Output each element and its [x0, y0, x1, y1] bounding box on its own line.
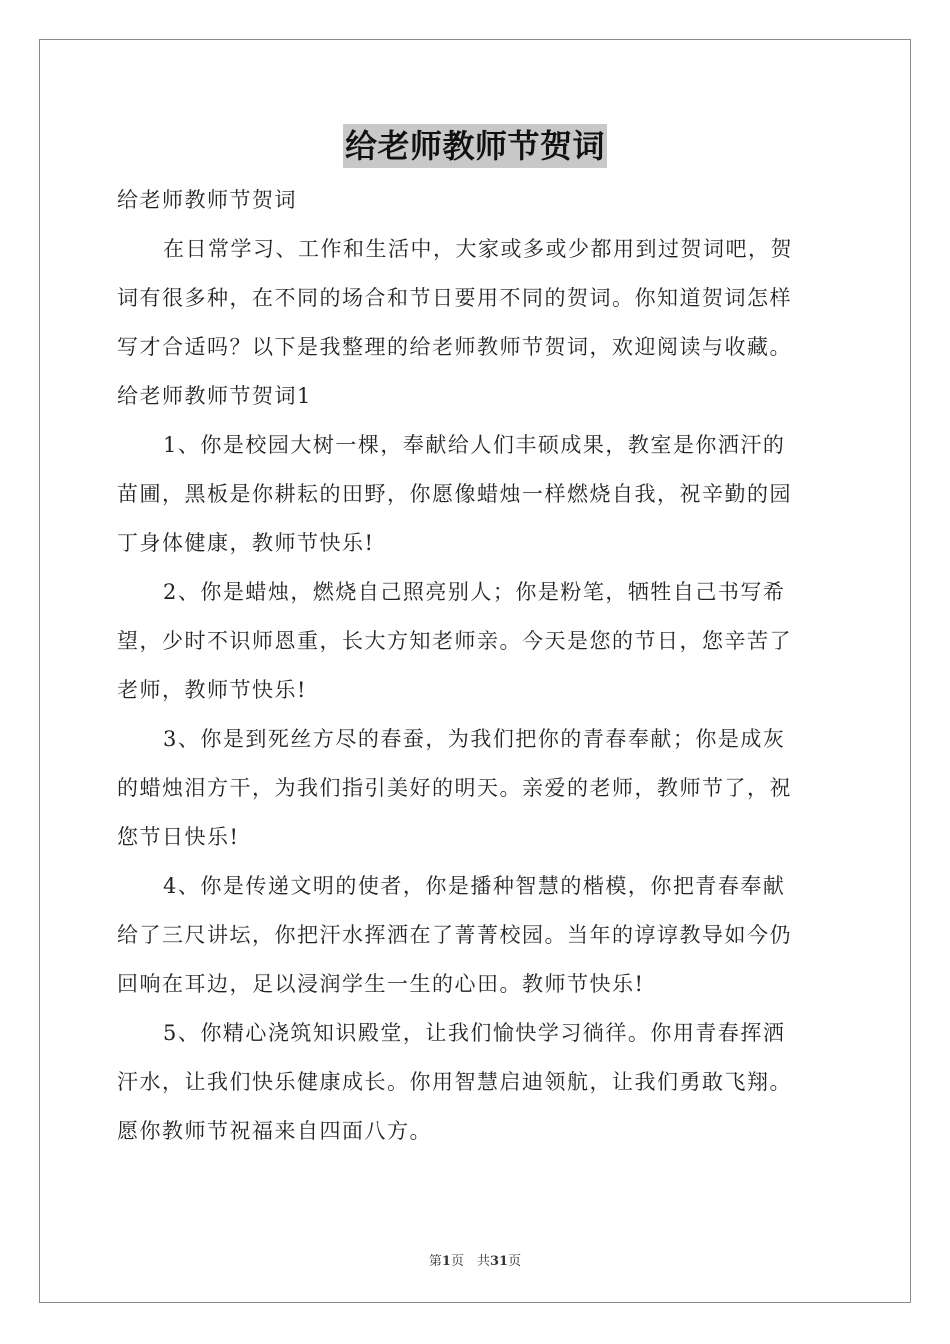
document-title: 给老师教师节贺词 [343, 124, 607, 168]
section-heading: 给老师教师节贺词1 [117, 384, 312, 408]
subtitle: 给老师教师节贺词 [117, 188, 297, 212]
item-3-line: 3、你是到死丝方尽的春蚕，为我们把你的青春奉献；你是成灰 [163, 727, 786, 751]
intro-line: 在日常学习、工作和生活中，大家或多或少都用到过贺词吧，贺 [163, 237, 793, 261]
page-footer [0, 1250, 950, 1269]
footer-prefix: 第 [428, 1254, 442, 1269]
item-2-line: 2、你是蜡烛，燃烧自己照亮别人；你是粉笔，牺牲自己书写希 [163, 580, 786, 604]
intro-line: 写才合适吗？以下是我整理的给老师教师节贺词，欢迎阅读与收藏。 [117, 335, 792, 359]
item-5-line: 5、你精心浇筑知识殿堂，让我们愉快学习徜徉。你用青春挥洒 [163, 1021, 786, 1045]
item-4-line: 回响在耳边，足以浸润学生一生的心田。教师节快乐! [117, 972, 645, 996]
item-4-line: 给了三尺讲坛，你把汗水挥洒在了菁菁校园。当年的谆谆教导如今仍 [117, 923, 792, 947]
footer-mid: 页 共 [450, 1254, 490, 1269]
document-title-wrap [0, 124, 950, 168]
footer-page-number: 1 [441, 1254, 451, 1269]
item-2-line: 望，少时不识师恩重，长大方知老师亲。今天是您的节日，您辛苦了 [117, 629, 792, 653]
item-4-line: 4、你是传递文明的使者，你是播种智慧的楷模，你把青春奉献 [163, 874, 786, 898]
item-5-line: 愿你教师节祝福来自四面八方。 [117, 1119, 432, 1143]
item-1-line: 丁身体健康，教师节快乐! [117, 531, 375, 555]
item-2-line: 老师，教师节快乐! [117, 678, 307, 702]
footer-total-pages: 31 [489, 1254, 509, 1269]
item-5-line: 汗水，让我们快乐健康成长。你用智慧启迪领航，让我们勇敢飞翔。 [117, 1070, 792, 1094]
item-1-line: 1、你是校园大树一棵，奉献给人们丰硕成果，教室是你洒汗的 [163, 433, 786, 457]
item-1-line: 苗圃，黑板是你耕耘的田野，你愿像蜡烛一样燃烧自我，祝辛勤的园 [117, 482, 792, 506]
document-body [117, 176, 835, 1156]
intro-line: 词有很多种，在不同的场合和节日要用不同的贺词。你知道贺词怎样 [117, 286, 792, 310]
footer-suffix: 页 [508, 1254, 522, 1269]
item-3-line: 您节日快乐! [117, 825, 240, 849]
item-3-line: 的蜡烛泪方干，为我们指引美好的明天。亲爱的老师，教师节了，祝 [117, 776, 792, 800]
